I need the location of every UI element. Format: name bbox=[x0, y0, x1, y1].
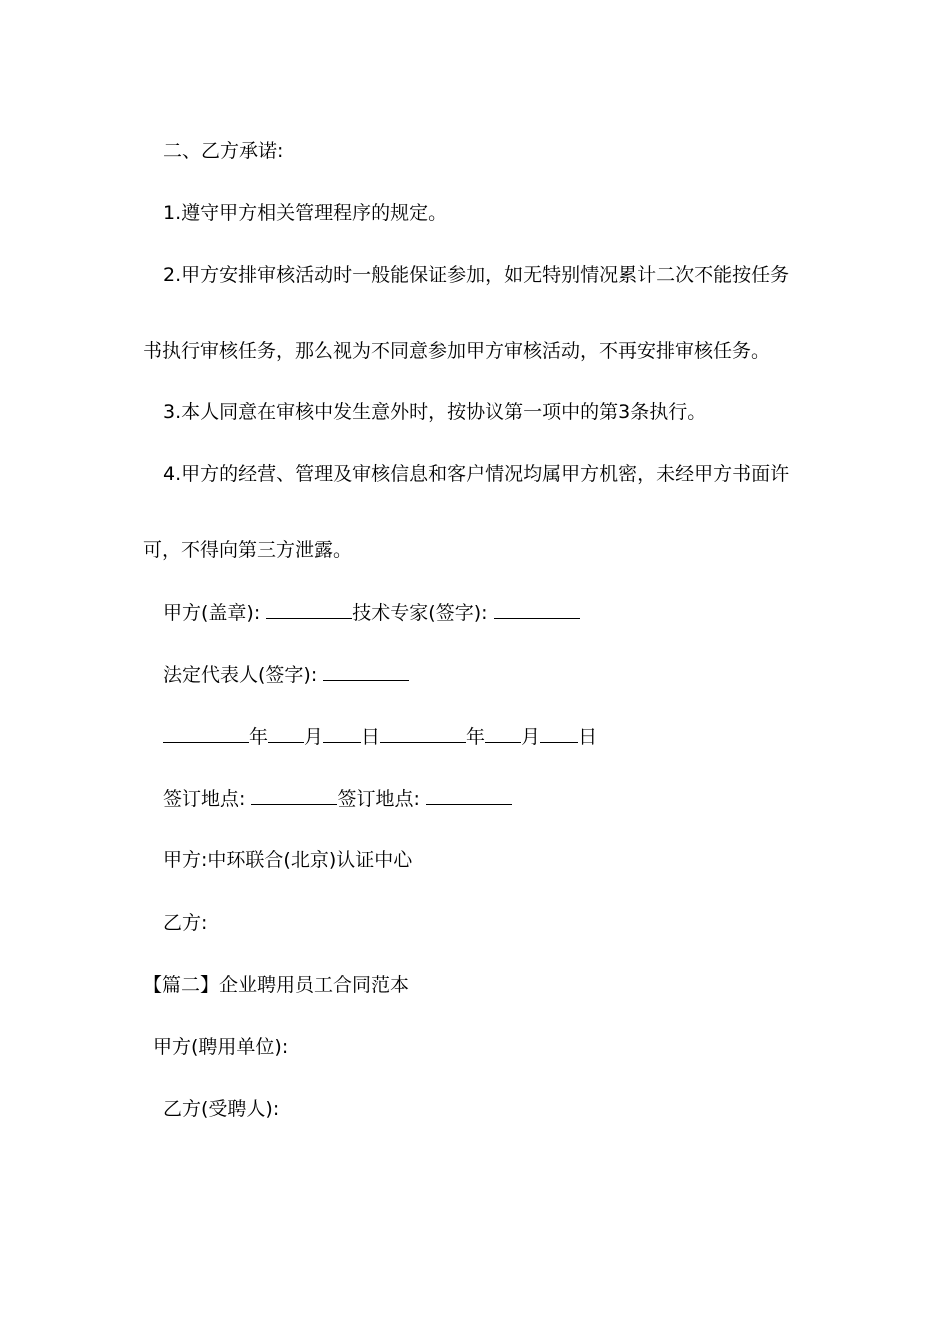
signature-row-seal bbox=[163, 600, 580, 625]
day-label-2: 日 bbox=[578, 726, 598, 748]
party-a-name: 甲方:中环联合(北京)认证中心 bbox=[163, 849, 413, 871]
part-two-title: 【篇二】企业聘用员工合同范本 bbox=[143, 974, 410, 996]
promise-item-2-line-2: 书执行审核任务，那么视为不同意参加甲方审核活动，不再安排审核任务。 bbox=[143, 340, 771, 362]
month-label-2: 月 bbox=[521, 726, 541, 748]
date-row bbox=[163, 724, 597, 749]
place-label-2: 签订地点: bbox=[337, 788, 420, 810]
year-label-1: 年 bbox=[249, 726, 269, 748]
month-label-1: 月 bbox=[304, 726, 324, 748]
promise-item-1: 1.遵守甲方相关管理程序的规定。 bbox=[163, 202, 448, 224]
employer-label: 甲方(聘用单位): bbox=[153, 1036, 289, 1058]
month-blank-1[interactable] bbox=[268, 724, 304, 743]
year-label-2: 年 bbox=[466, 726, 486, 748]
day-blank-2[interactable] bbox=[540, 724, 578, 743]
place-row bbox=[163, 786, 512, 811]
party-a-seal-label: 甲方(盖章): bbox=[163, 602, 261, 624]
promise-item-4-line-2: 可，不得向第三方泄露。 bbox=[143, 539, 353, 561]
legal-rep-label: 法定代表人(签字): bbox=[163, 664, 318, 686]
expert-sign-blank[interactable] bbox=[494, 600, 580, 619]
expert-sign-label: 技术专家(签字): bbox=[352, 602, 488, 624]
signature-row-legal-rep bbox=[163, 662, 409, 687]
year-blank-1[interactable] bbox=[163, 724, 249, 743]
day-blank-1[interactable] bbox=[323, 724, 361, 743]
month-blank-2[interactable] bbox=[485, 724, 521, 743]
place-blank-2[interactable] bbox=[426, 786, 512, 805]
section-heading: 二、乙方承诺: bbox=[163, 140, 284, 162]
day-label-1: 日 bbox=[361, 726, 381, 748]
promise-item-4-line-1: 4.甲方的经营、管理及审核信息和客户情况均属甲方机密，未经甲方书面许 bbox=[163, 463, 790, 485]
party-a-seal-blank[interactable] bbox=[266, 600, 352, 619]
employee-label: 乙方(受聘人): bbox=[163, 1098, 280, 1120]
legal-rep-blank[interactable] bbox=[323, 662, 409, 681]
place-label-1: 签订地点: bbox=[163, 788, 246, 810]
promise-item-2-line-1: 2.甲方安排审核活动时一般能保证参加，如无特别情况累计二次不能按任务 bbox=[163, 264, 790, 286]
place-blank-1[interactable] bbox=[251, 786, 337, 805]
promise-item-3: 3.本人同意在审核中发生意外时，按协议第一项中的第3条执行。 bbox=[163, 401, 707, 423]
party-b-label: 乙方: bbox=[163, 912, 208, 934]
year-blank-2[interactable] bbox=[380, 724, 466, 743]
